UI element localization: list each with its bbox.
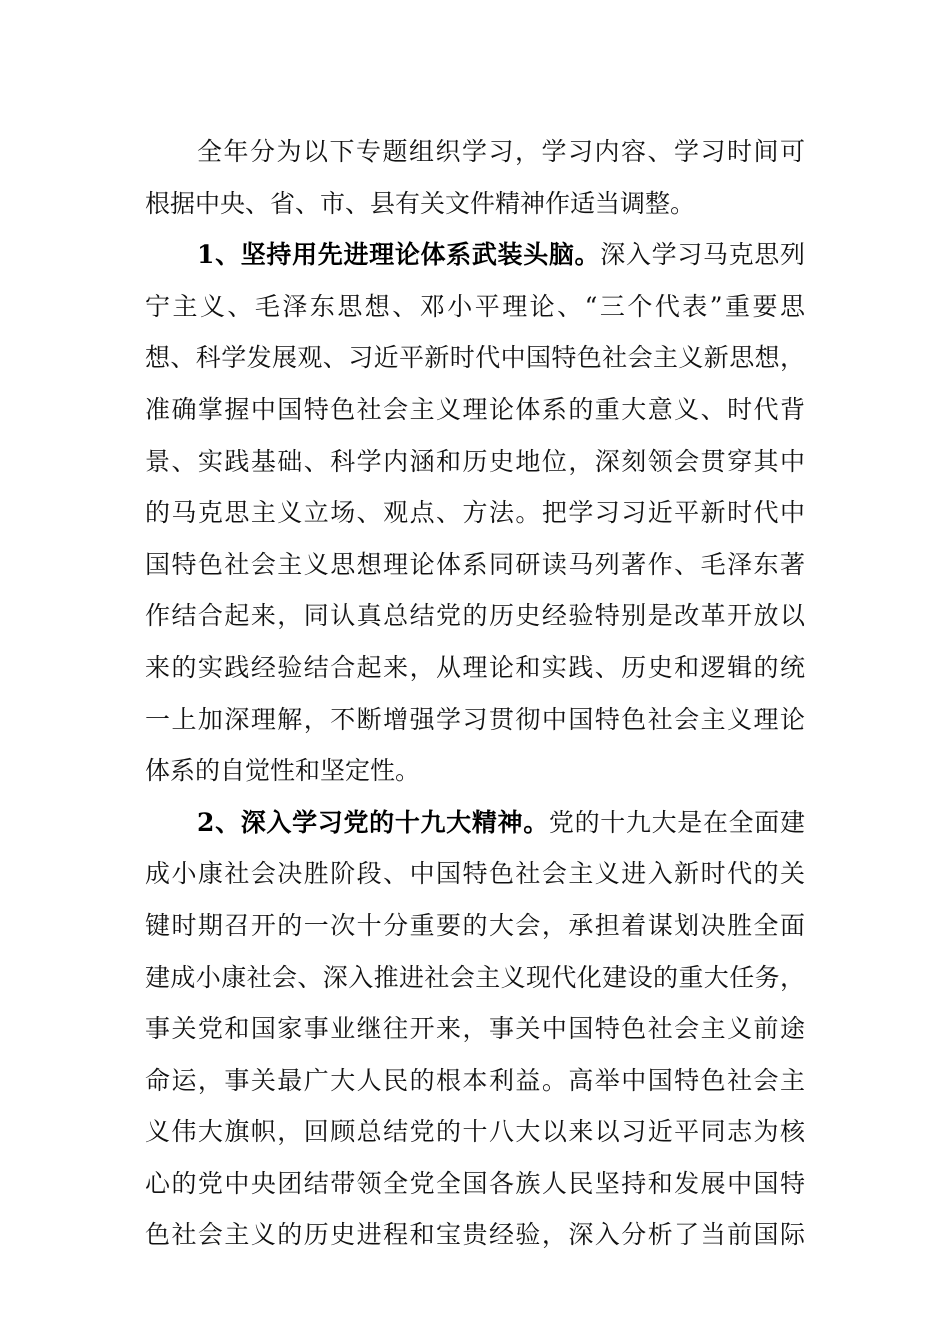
text-line: 心的党中央团结带领全党全国各族人民坚持和发展中国特 xyxy=(145,1168,805,1198)
text-line: 作结合起来，同认真总结党的历史经验特别是改革开放以 xyxy=(145,601,805,631)
text-line: 成小康社会决胜阶段、中国特色社会主义进入新时代的关 xyxy=(145,859,805,889)
text-line: 景、实践基础、科学内涵和历史地位，深刻领会贯穿其中 xyxy=(145,446,805,476)
text-line: 色社会主义的历史进程和宝贵经验，深入分析了当前国际 xyxy=(145,1220,805,1250)
text-line: 事关党和国家事业继往开来，事关中国特色社会主义前途 xyxy=(145,1014,805,1044)
text-line: 的马克思主义立场、观点、方法。把学习习近平新时代中 xyxy=(145,498,805,528)
text-line xyxy=(145,229,805,281)
paragraph-intro xyxy=(145,126,805,229)
text-line: 想、科学发展观、习近平新时代中国特色社会主义新思想， xyxy=(145,343,805,373)
text-run: 深入学习马克思列 xyxy=(600,240,805,270)
text-line: 建成小康社会、深入推进社会主义现代化建设的重大任务， xyxy=(145,962,805,992)
text-line: 义伟大旗帜，回顾总结党的十八大以来以习近平同志为核 xyxy=(145,1117,805,1147)
text-line: 国特色社会主义思想理论体系同研读马列著作、毛泽东著 xyxy=(145,549,805,579)
paragraph-congress xyxy=(145,797,805,1261)
text-run: 党的十九大是在全面建 xyxy=(548,807,805,837)
text-line: 键时期召开的一次十分重要的大会，承担着谋划决胜全面 xyxy=(145,910,805,940)
text-line: 命运，事关最广大人民的根本利益。高举中国特色社会主 xyxy=(145,1065,805,1095)
text-line: 一上加深理解，不断增强学习贯彻中国特色社会主义理论 xyxy=(145,704,805,734)
text-line: 全年分为以下专题组织学习，学习内容、学习时间可 xyxy=(197,137,805,166)
section-heading: 2、深入学习党的十九大精神。 xyxy=(197,807,549,837)
text-line: 体系的自觉性和坚定性。 xyxy=(145,756,421,786)
text-line: 宁主义、毛泽东思想、邓小平理论、“三个代表”重要思 xyxy=(145,291,805,321)
document-body xyxy=(145,126,805,1261)
text-line: 根据中央、省、市、县有关文件精神作适当调整。 xyxy=(145,188,696,218)
section-heading: 1、坚持用先进理论体系武装头脑。 xyxy=(197,240,601,270)
text-line xyxy=(145,797,805,849)
text-line: 准确掌握中国特色社会主义理论体系的重大意义、时代背 xyxy=(145,394,805,424)
paragraph-theory xyxy=(145,229,805,797)
text-line: 来的实践经验结合起来，从理论和实践、历史和逻辑的统 xyxy=(145,652,805,682)
